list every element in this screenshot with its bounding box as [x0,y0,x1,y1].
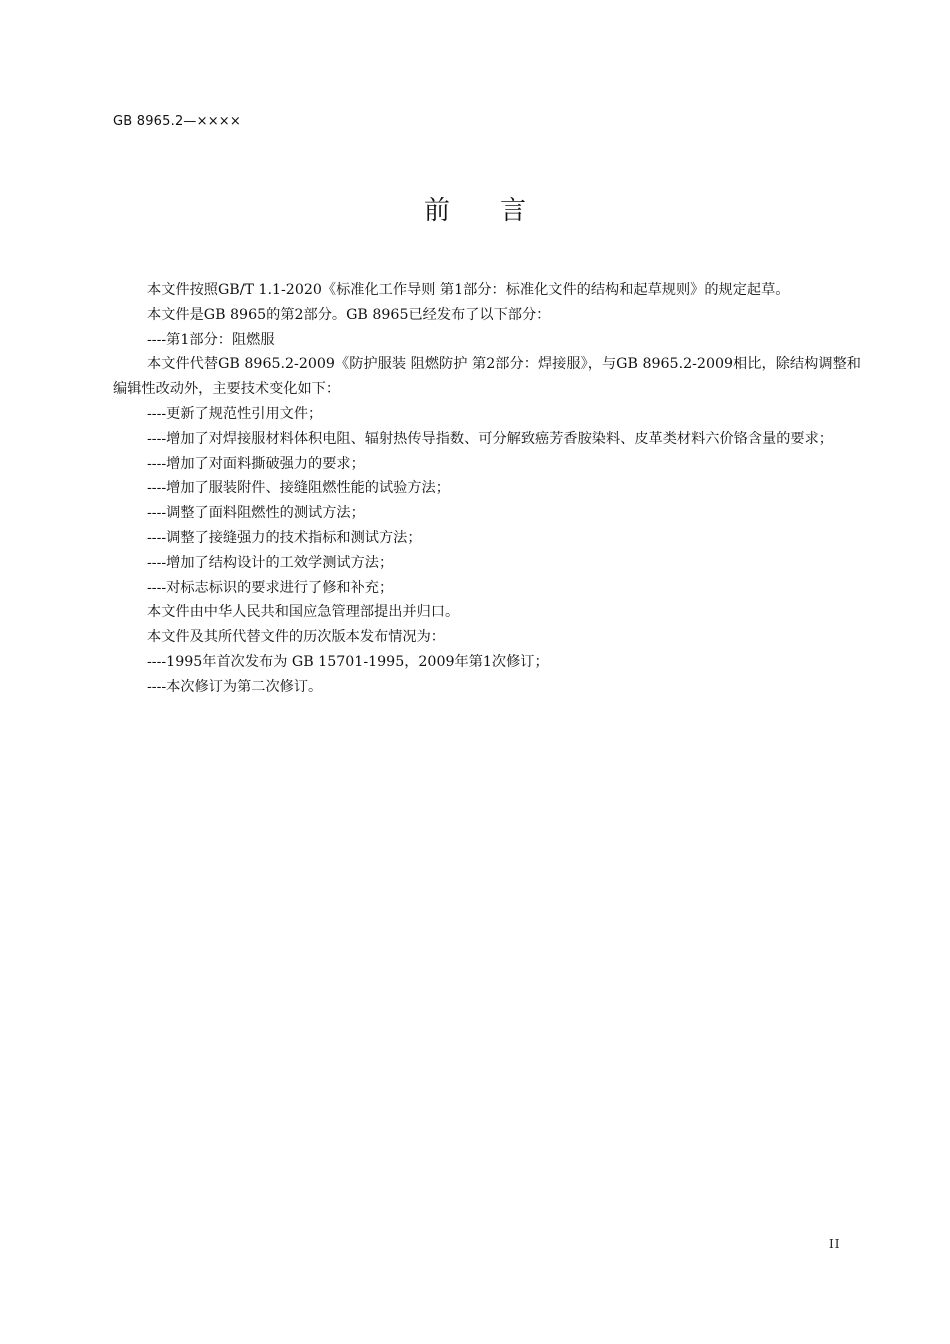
title-char-2: 言 [500,196,527,226]
list-item-change: ----调整了接缝强力的技术指标和测试方法； [147,529,422,546]
paragraph-part-info: 本文件是GB 8965的第2部分。GB 8965已经发布了以下部分： [147,306,551,323]
list-item-change: ----增加了对焊接服材料体积电阻、辐射热传导指数、可分解致癌芳香胺染料、皮革类材料六价铬含量的要求； [147,430,833,447]
page-title [0,190,950,227]
paragraph-drafting-basis: 本文件按照GB/T 1.1-2020《标准化工作导则 第1部分：标准化文件的结构和起草规则》的规定起草。 [147,282,790,298]
list-item-history: ----本次修订为第二次修订。 [147,678,323,695]
foreword-body [113,278,861,700]
paragraph-proposer: 本文件由中华人民共和国应急管理部提出并归口。 [147,604,460,621]
list-item-change: ----更新了规范性引用文件； [147,405,323,422]
list-item-change: ----调整了面料阻燃性的测试方法； [147,505,365,522]
list-item-change: ----对标志标识的要求进行了修和补充； [147,579,394,596]
list-item-change: ----增加了结构设计的工效学测试方法； [147,554,394,571]
list-item-change: ----增加了服装附件、接缝阻燃性能的试验方法； [147,480,450,497]
paragraph-history-intro: 本文件及其所代替文件的历次版本发布情况为： [147,629,445,646]
paragraph-replaces: 本文件代替GB 8965.2-2009《防护服装 阻燃防护 第2部分：焊接服》，与GB 8965.2-2009相比，除结构调整和编辑性改动外，主要技术变化如下： [113,356,861,398]
page-number: II [829,1237,841,1251]
list-item-part-1: ----第1部分：阻燃服 [147,331,275,348]
document-number-header: GB 8965.2—×××× [113,114,241,129]
list-item-history: ----1995年首次发布为 GB 15701-1995，2009年第1次修订； [147,653,549,670]
title-char-1: 前 [423,196,450,226]
list-item-change: ----增加了对面料撕破强力的要求； [147,455,365,472]
